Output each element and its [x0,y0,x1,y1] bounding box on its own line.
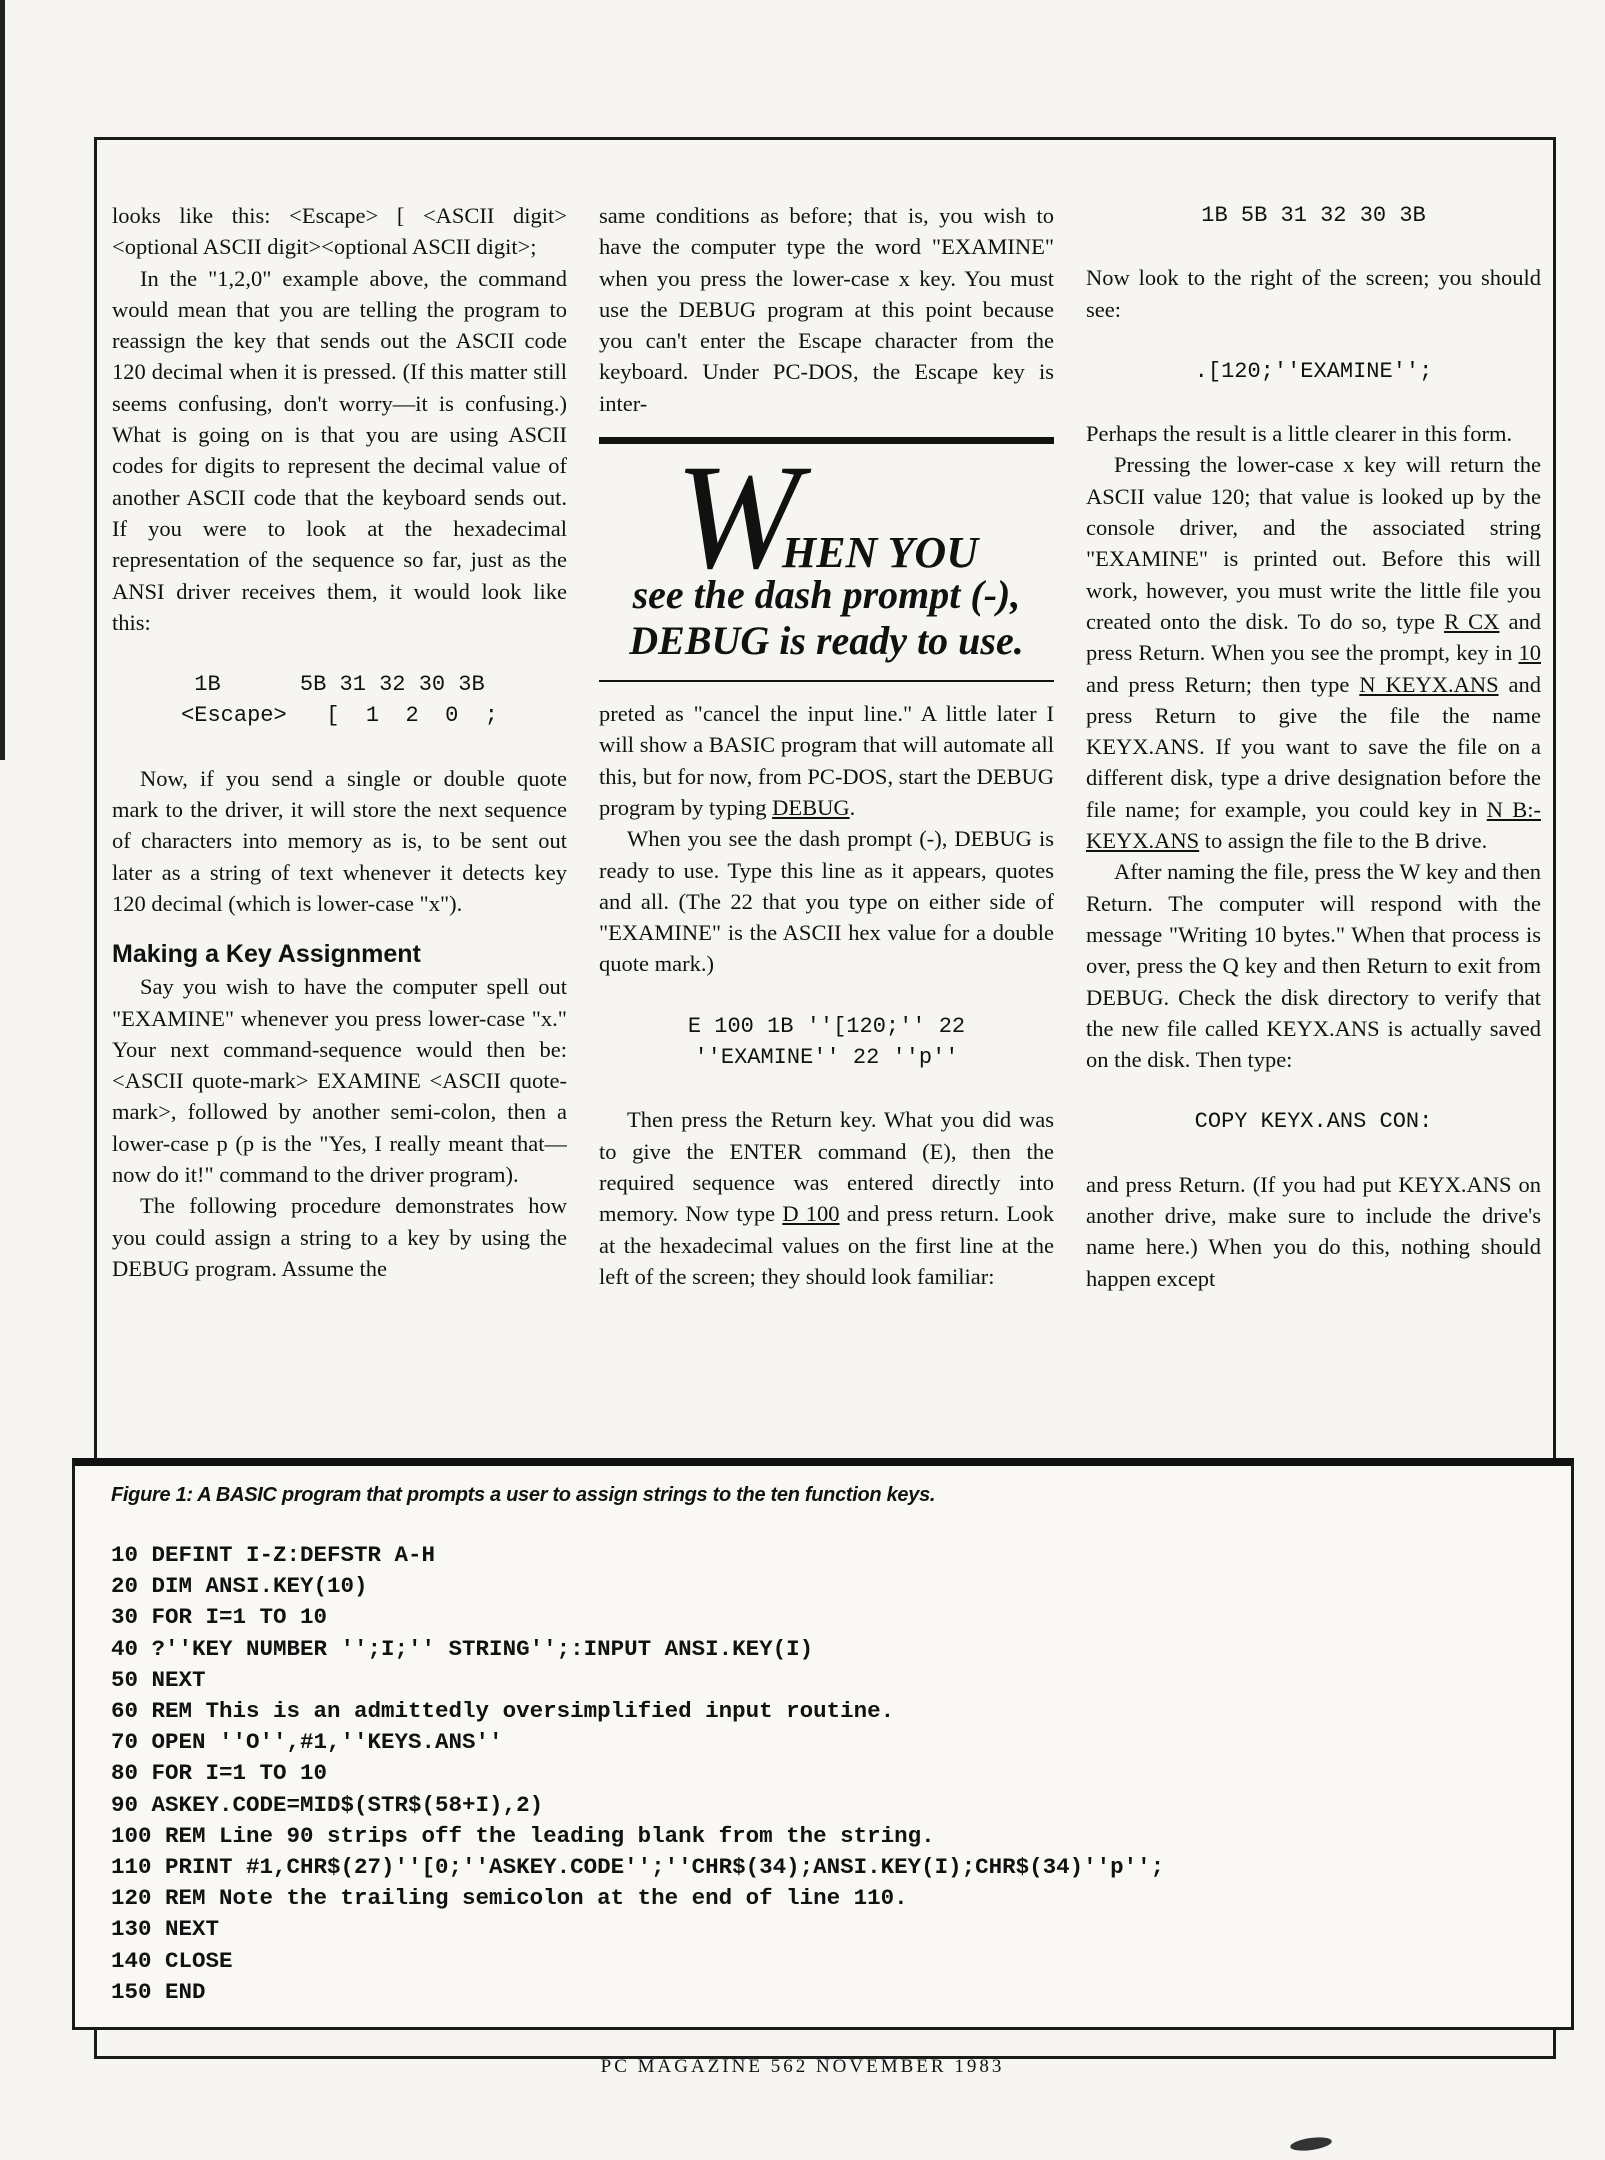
basic-program-listing [111,1540,1164,2008]
command-text: DEBUG [772,794,850,820]
paragraph: Perhaps the result is a little clearer in this form. [1086,421,1513,447]
code-line: 90 ASKEY.CODE=MID$(STR$(58+I),2) [111,1791,544,1818]
command-text: N KEYX.ANS [1359,671,1499,697]
paragraph: Pressing the lower-case x key will return the ASCII value 120; that value is looked up by the console driver, and the associated string "EXAMINE" is printed out. Before this will work, however, you must write the little file you created onto the disk. To do so, type R CX and press Return. When you see the prompt, key in 10 and press Return; then type N KEYX.ANS and press Return to give the file the name KEYX.ANS. If you want to save the file on a different disk, type a drive designation before the file name; for example, you could key in N B:-KEYX.ANS to assign the file to the B drive. [1086,452,1541,854]
pull-quote-line: DEBUG is ready to use. [629,618,1024,664]
debug-command-line: ''EXAMINE'' 22 ''p'' [694,1045,959,1071]
code-line: 60 REM This is an admittedly oversimplified input routine. [111,1698,895,1725]
paragraph: In the "1,2,0" example above, the command would mean that you are telling the program to reassign the key that sends out the ASCII code 120 decimal when it is pressed. (If this matter still seems confusing, don't worry—it is confusing.) What is going on is that you are using ASCII codes for digits to represent the decimal value of another ASCII code that the keyboard sends out. If you were to look at the hexadecimal representation of the sequence so far, just as the ANSI driver receives them, it would look like this: [112,265,567,635]
paragraph: Now look to the right of the screen; you should see: [1086,265,1541,322]
scan-smudge [1289,2135,1332,2153]
debug-command-line: E 100 1B ''[120;'' 22 [687,1013,966,1039]
command-text: R CX [1444,608,1500,634]
code-line: 20 DIM ANSI.KEY(10) [111,1573,368,1600]
command-text: N B:-KEYX.ANS [1086,796,1541,854]
command-text: D 100 [782,1201,840,1227]
code-line: 40 ?''KEY NUMBER '';I;'' STRING'';:INPUT ANSI.KEY(I) [111,1635,814,1662]
screen-output: .[120;''EXAMINE''; [1194,358,1433,384]
code-line: 120 REM Note the trailing semicolon at the end of line 110. [111,1885,908,1912]
pull-quote-initial: W [675,434,792,601]
code-line: 80 FOR I=1 TO 10 [111,1760,328,1787]
paragraph: After naming the file, press the W key and then Return. The computer will respond with the message "Writing 10 bytes." When that process is over, press the Q key and then Return to exit from DEBUG. Check the disk directory to verify that the new file called KEYX.ANS is actually saved on the disk. Then type: [1086,859,1541,1073]
code-line: 100 REM Line 90 strips off the leading blank from the string. [111,1822,935,1849]
code-line: 150 END [111,1978,206,2005]
hex-sequence-line: 1B 5B 31 32 30 3B [194,672,485,698]
paragraph: looks like this: <Escape> [ <ASCII digit><optional ASCII digit><optional ASCII digit>; [112,203,567,260]
page-edge-bar [0,0,5,760]
column-2 [599,200,1054,1455]
paragraph: same conditions as before; that is, you wish to have the computer type the word "EXAMINE" when you press the lower-case x key. You must use the DEBUG program at this point because you can't enter the Escape character from the keyboard. Under PC-DOS, the Escape key is inter- [599,203,1054,416]
pull-quote [599,434,1054,682]
paragraph: Then press the Return key. What you did was to give the ENTER command (E), then the required sequence was entered directly into memory. Now type D 100 and press return. Look at the hexadecimal values on the first line at the left of the screen; they should look familiar: [599,1107,1054,1289]
column-3 [1086,200,1541,1455]
pull-quote-line: see the dash prompt (-), [632,572,1021,618]
pull-quote-line: HEN YOU [781,527,978,577]
paragraph: and press Return. (If you had put KEYX.ANS on another drive, make sure to include the drive's name here.) When you do this, nothing should happen except [1086,1171,1541,1291]
code-line: 140 CLOSE [111,1947,233,1974]
code-line: 70 OPEN ''O'',#1,''KEYS.ANS'' [111,1729,503,1756]
paragraph: Now, if you send a single or double quote mark to the driver, it will store the next sequence of characters into memory as is, to be sent out later as a string of text whenever it detects key 120 decimal (which is lower-case "x"). [112,765,567,916]
section-heading: Making a Key Assignment [112,940,421,969]
hex-values: 1B 5B 31 32 30 3B [1201,203,1426,228]
paragraph: The following procedure demonstrates how you could assign a string to a key by using the DEBUG program. Assume the [112,1193,567,1281]
figure-1-box [72,1458,1574,2030]
code-line: 110 PRINT #1,CHR$(27)''[0;''ASKEY.CODE'';''CHR$(34);ANSI.KEY(I);CHR$(34)''p''; [111,1854,1165,1881]
hex-sequence-line: <Escape> [ 1 2 0 ; [181,703,498,729]
code-line: 50 NEXT [111,1666,206,1693]
code-line: 130 NEXT [111,1916,220,1943]
column-1 [112,200,567,1455]
paragraph: Say you wish to have the computer spell out "EXAMINE" whenever you press lower-case "x." Your next command-sequence would then be: <ASCII quote-mark> EXAMINE <ASCII quote-mark>, followed by another semi-colon, then a lower-case p (p is the "Yes, I really meant that—now do it!" command to the driver program). [112,974,567,1188]
page-footer: PC MAGAZINE 562 NOVEMBER 1983 [600,2056,1005,2077]
command-text: 10 [1518,640,1541,666]
figure-caption: Figure 1: A BASIC program that prompts a user to assign strings to the ten function keys. [111,1484,936,1506]
code-line: 10 DEFINT I-Z:DEFSTR A-H [111,1542,436,1568]
code-line: 30 FOR I=1 TO 10 [111,1604,328,1631]
paragraph: preted as "cancel the input line." A little later I will show a BASIC program that will automate all this, but for now, from PC-DOS, start the DEBUG program by typing DEBUG. [599,701,1054,820]
paragraph: When you see the dash prompt (-), DEBUG is ready to use. Type this line as it appears, quotes and all. (The 22 that you type on either side of "EXAMINE" is the ASCII hex value for a double quote mark.) [599,826,1054,977]
copy-command: COPY KEYX.ANS CON: [1194,1109,1433,1135]
